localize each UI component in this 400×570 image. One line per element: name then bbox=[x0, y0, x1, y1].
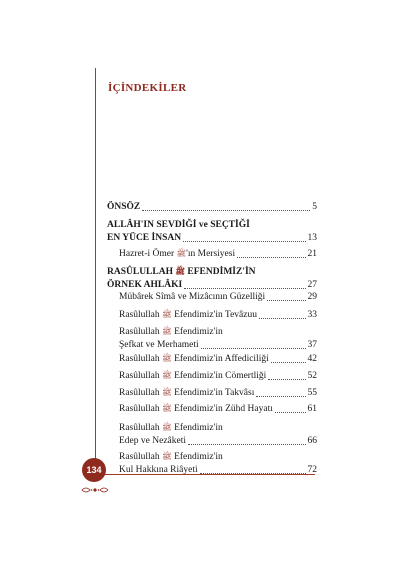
seal-icon: ﷺ bbox=[176, 249, 187, 258]
toc-entry-title-line2: ÖRNEK AHLÂKI bbox=[107, 280, 183, 290]
toc-entry-title-suffix: EFENDİMİZ'İN bbox=[185, 267, 256, 277]
toc-entry-title-line2: EN YÜCE İNSAN bbox=[107, 233, 182, 243]
toc-page-number: 37 bbox=[307, 340, 317, 350]
toc-entry bbox=[119, 421, 317, 448]
toc-entry bbox=[119, 450, 317, 477]
toc-entry bbox=[119, 369, 317, 383]
toc-entry-title: Rasûlullah bbox=[119, 310, 160, 320]
toc-page-number: 61 bbox=[307, 404, 317, 414]
toc-entry-title: Mübârek Sîmâ ve Mizâcının Güzelliği bbox=[119, 292, 266, 302]
seal-icon: ﷺ bbox=[162, 452, 172, 461]
toc-page-number: 33 bbox=[307, 310, 317, 320]
toc-entry-title-suffix: Efendimiz'in Takvâsı bbox=[171, 388, 255, 398]
toc-leader bbox=[268, 379, 305, 380]
toc-entry-title-line2: Şefkat ve Merhameti bbox=[119, 340, 199, 350]
toc-leader bbox=[201, 348, 306, 349]
toc-entry bbox=[119, 386, 317, 400]
margin-rule-vertical bbox=[95, 68, 96, 474]
toc-leader bbox=[271, 362, 306, 363]
toc-leader bbox=[142, 210, 310, 211]
toc-page-number: 5 bbox=[312, 202, 317, 212]
toc-entry bbox=[119, 325, 317, 352]
toc-entry-title: RASÛLULLAH bbox=[107, 267, 173, 277]
toc-entry bbox=[119, 402, 317, 416]
toc-page-number: 55 bbox=[307, 388, 317, 398]
toc-entry bbox=[119, 247, 317, 261]
toc-entry-title-suffix: Efendimiz'in Tevâzuu bbox=[171, 310, 257, 320]
seal-icon: ﷺ bbox=[175, 267, 186, 276]
toc-page-number: 42 bbox=[307, 354, 317, 364]
toc-entry-title-line2: Edep ve Nezâketi bbox=[119, 436, 186, 446]
toc-page-number: 66 bbox=[307, 436, 317, 446]
seal-icon: ﷺ bbox=[162, 354, 172, 363]
seal-icon: ﷺ bbox=[162, 327, 172, 336]
toc-entry-title-line2: Kul Hakkına Riâyeti bbox=[119, 465, 198, 475]
toc-entry-title: Hazret-i Ömer bbox=[119, 249, 175, 259]
toc-entry-title: Rasûlullah bbox=[119, 327, 160, 337]
toc-leader bbox=[184, 288, 305, 289]
toc-leader bbox=[267, 300, 305, 301]
toc-entry bbox=[107, 265, 317, 292]
page-number-badge: 134 bbox=[82, 458, 106, 482]
toc-leader bbox=[259, 318, 306, 319]
toc-entry bbox=[119, 308, 317, 322]
toc-leader bbox=[237, 257, 305, 258]
seal-icon: ﷺ bbox=[162, 371, 172, 380]
seal-icon: ﷺ bbox=[162, 404, 172, 413]
toc-entry-title: ALLÂH'IN SEVDİĞİ ve SEÇTİĞİ bbox=[107, 220, 250, 230]
page-title: İÇİNDEKİLER bbox=[108, 82, 187, 94]
seal-icon: ﷺ bbox=[162, 310, 172, 319]
toc-leader bbox=[200, 473, 306, 474]
toc-entry-title: Rasûlullah bbox=[119, 452, 160, 462]
toc-entry-title: Rasûlullah bbox=[119, 354, 160, 364]
toc-entry-title-suffix: Efendimiz'in bbox=[171, 327, 223, 337]
toc-entry-title-suffix: Efendimiz'in bbox=[171, 452, 223, 462]
toc-entry-title-suffix: 'ın Mersiyesi bbox=[186, 249, 236, 259]
toc-page-number: 72 bbox=[307, 465, 317, 475]
toc-entry-title-suffix: Efendimiz'in bbox=[171, 423, 223, 433]
toc-entry-title: Rasûlullah bbox=[119, 423, 160, 433]
toc-leader bbox=[188, 444, 306, 445]
toc-page-number: 13 bbox=[307, 233, 317, 243]
toc-entry bbox=[107, 219, 317, 245]
toc-entry bbox=[119, 352, 317, 366]
toc-page-number: 27 bbox=[307, 280, 317, 290]
toc-entry-title-suffix: Efendimiz'in Zühd Hayatı bbox=[171, 404, 273, 414]
toc-entry bbox=[119, 291, 317, 304]
toc-leader bbox=[256, 396, 305, 397]
toc-entry-title-suffix: Efendimiz'in Cömertliği bbox=[171, 371, 267, 381]
toc-page-number: 29 bbox=[307, 292, 317, 302]
toc-entry-title: Rasûlullah bbox=[119, 388, 160, 398]
toc-entry bbox=[107, 201, 317, 214]
flourish-ornament-icon bbox=[80, 485, 110, 495]
toc-entry-title: Rasûlullah bbox=[119, 371, 160, 381]
seal-icon: ﷺ bbox=[162, 423, 172, 432]
toc-leader bbox=[275, 412, 306, 413]
toc-entry-title-suffix: Efendimiz'in Affediciliği bbox=[171, 354, 269, 364]
toc-entry-title: ÖNSÖZ bbox=[107, 202, 141, 212]
toc-entry-title: Rasûlullah bbox=[119, 404, 160, 414]
toc-page-number: 21 bbox=[307, 249, 317, 259]
toc-page-number: 52 bbox=[307, 371, 317, 381]
seal-icon: ﷺ bbox=[162, 388, 172, 397]
toc-leader bbox=[183, 241, 305, 242]
